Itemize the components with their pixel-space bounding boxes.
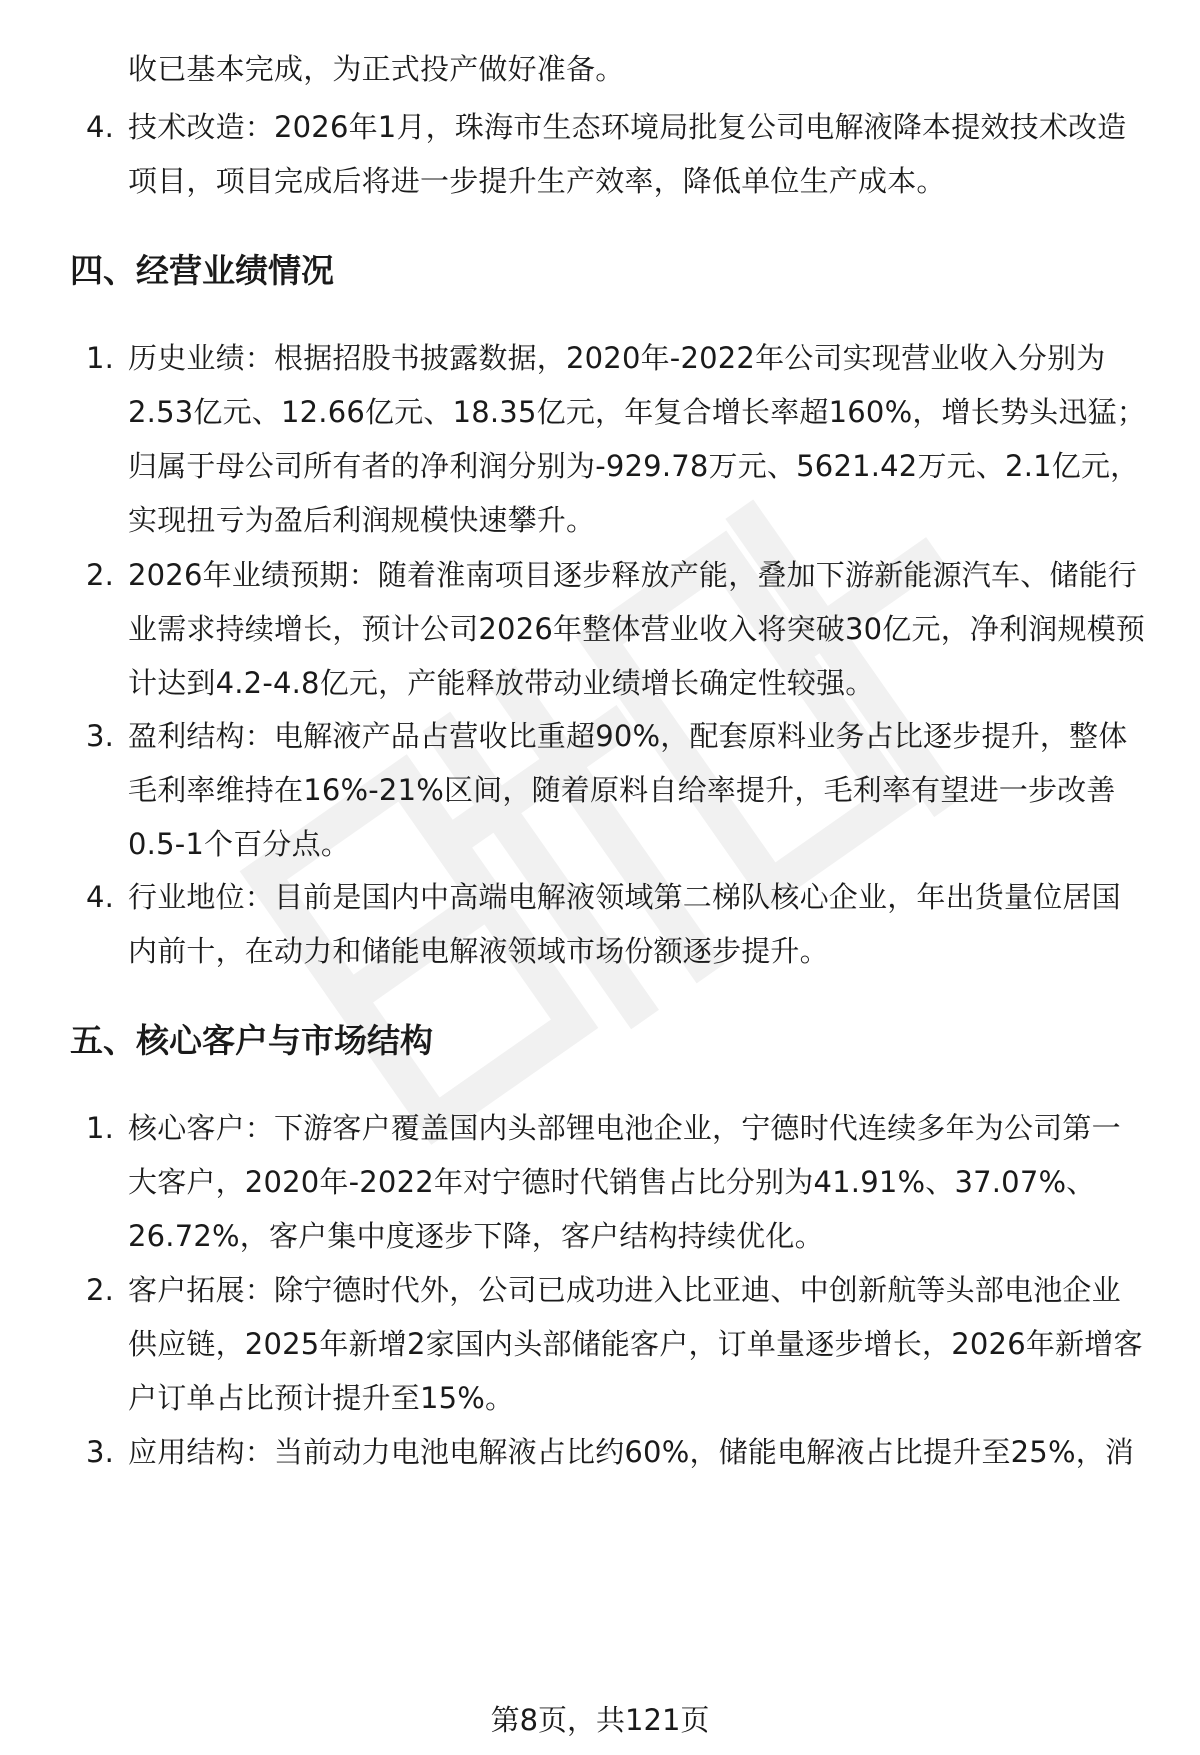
item-text-line: 0.5-1个百分点。 <box>128 827 351 861</box>
item-text-line: 毛利率维持在16%-21%区间，随着原料自给率提升，毛利率有望进一步改善 <box>128 773 1116 807</box>
section-heading: 四、经营业绩情况 <box>70 251 334 290</box>
item-text-line: 计达到4.2-4.8亿元，产能释放带动业绩增长确定性较强。 <box>128 666 875 700</box>
item-text-line: 实现扭亏为盈后利润规模快速攀升。 <box>128 503 596 537</box>
item-number: 2. <box>86 1273 115 1307</box>
item-text-line: 应用结构：当前动力电池电解液占比约60%，储能电解液占比提升至25%，消 <box>128 1435 1135 1469</box>
item-text-line: 技术改造：2026年1月，珠海市生态环境局批复公司电解液降本提效技术改造 <box>128 110 1127 144</box>
item-number: 1. <box>86 1111 115 1145</box>
item-text-line: 归属于母公司所有者的净利润分别为-929.78万元、5621.42万元、2.1亿元， <box>128 449 1140 483</box>
item-text-line: 客户拓展：除宁德时代外，公司已成功进入比亚迪、中创新航等头部电池企业 <box>128 1273 1121 1307</box>
item-text-line: 供应链，2025年新增2家国内头部储能客户，订单量逐步增长，2026年新增客 <box>128 1327 1143 1361</box>
item-text-line: 2.53亿元、12.66亿元、18.35亿元，年复合增长率超160%，增长势头迅猛； <box>128 395 1146 429</box>
item-number: 3. <box>86 1435 115 1469</box>
item-number: 1. <box>86 341 115 375</box>
page-number-footer: 第8页，共121页 <box>490 1703 710 1737</box>
item-number: 3. <box>86 719 115 753</box>
item-text-line: 项目，项目完成后将进一步提升生产效率，降低单位生产成本。 <box>128 164 946 198</box>
item-text-line: 大客户，2020年-2022年对宁德时代销售占比分别为41.91%、37.07%、 <box>128 1165 1096 1199</box>
continuation-text: 收已基本完成，为正式投产做好准备。 <box>128 52 625 86</box>
item-text-line: 26.72%，客户集中度逐步下降，客户结构持续优化。 <box>128 1219 824 1253</box>
section-heading: 五、核心客户与市场结构 <box>70 1021 433 1060</box>
item-number: 4. <box>86 880 115 914</box>
item-text-line: 行业地位：目前是国内中高端电解液领域第二梯队核心企业，年出货量位居国 <box>128 880 1121 914</box>
item-text-line: 内前十，在动力和储能电解液领域市场份额逐步提升。 <box>128 934 829 968</box>
item-text-line: 历史业绩：根据招股书披露数据，2020年-2022年公司实现营业收入分别为 <box>128 341 1106 375</box>
item-text-line: 业需求持续增长，预计公司2026年整体营业收入将突破30亿元，净利润规模预 <box>128 612 1146 646</box>
item-text-line: 2026年业绩预期：随着淮南项目逐步释放产能，叠加下游新能源汽车、储能行 <box>128 558 1138 592</box>
item-text-line: 盈利结构：电解液产品占营收比重超90%，配套原料业务占比逐步提升，整体 <box>128 719 1128 753</box>
item-number: 4. <box>86 110 115 144</box>
item-number: 2. <box>86 558 115 592</box>
item-text-line: 核心客户：下游客户覆盖国内头部锂电池企业，宁德时代连续多年为公司第一 <box>128 1111 1121 1145</box>
item-text-line: 户订单占比预计提升至15%。 <box>128 1381 515 1415</box>
